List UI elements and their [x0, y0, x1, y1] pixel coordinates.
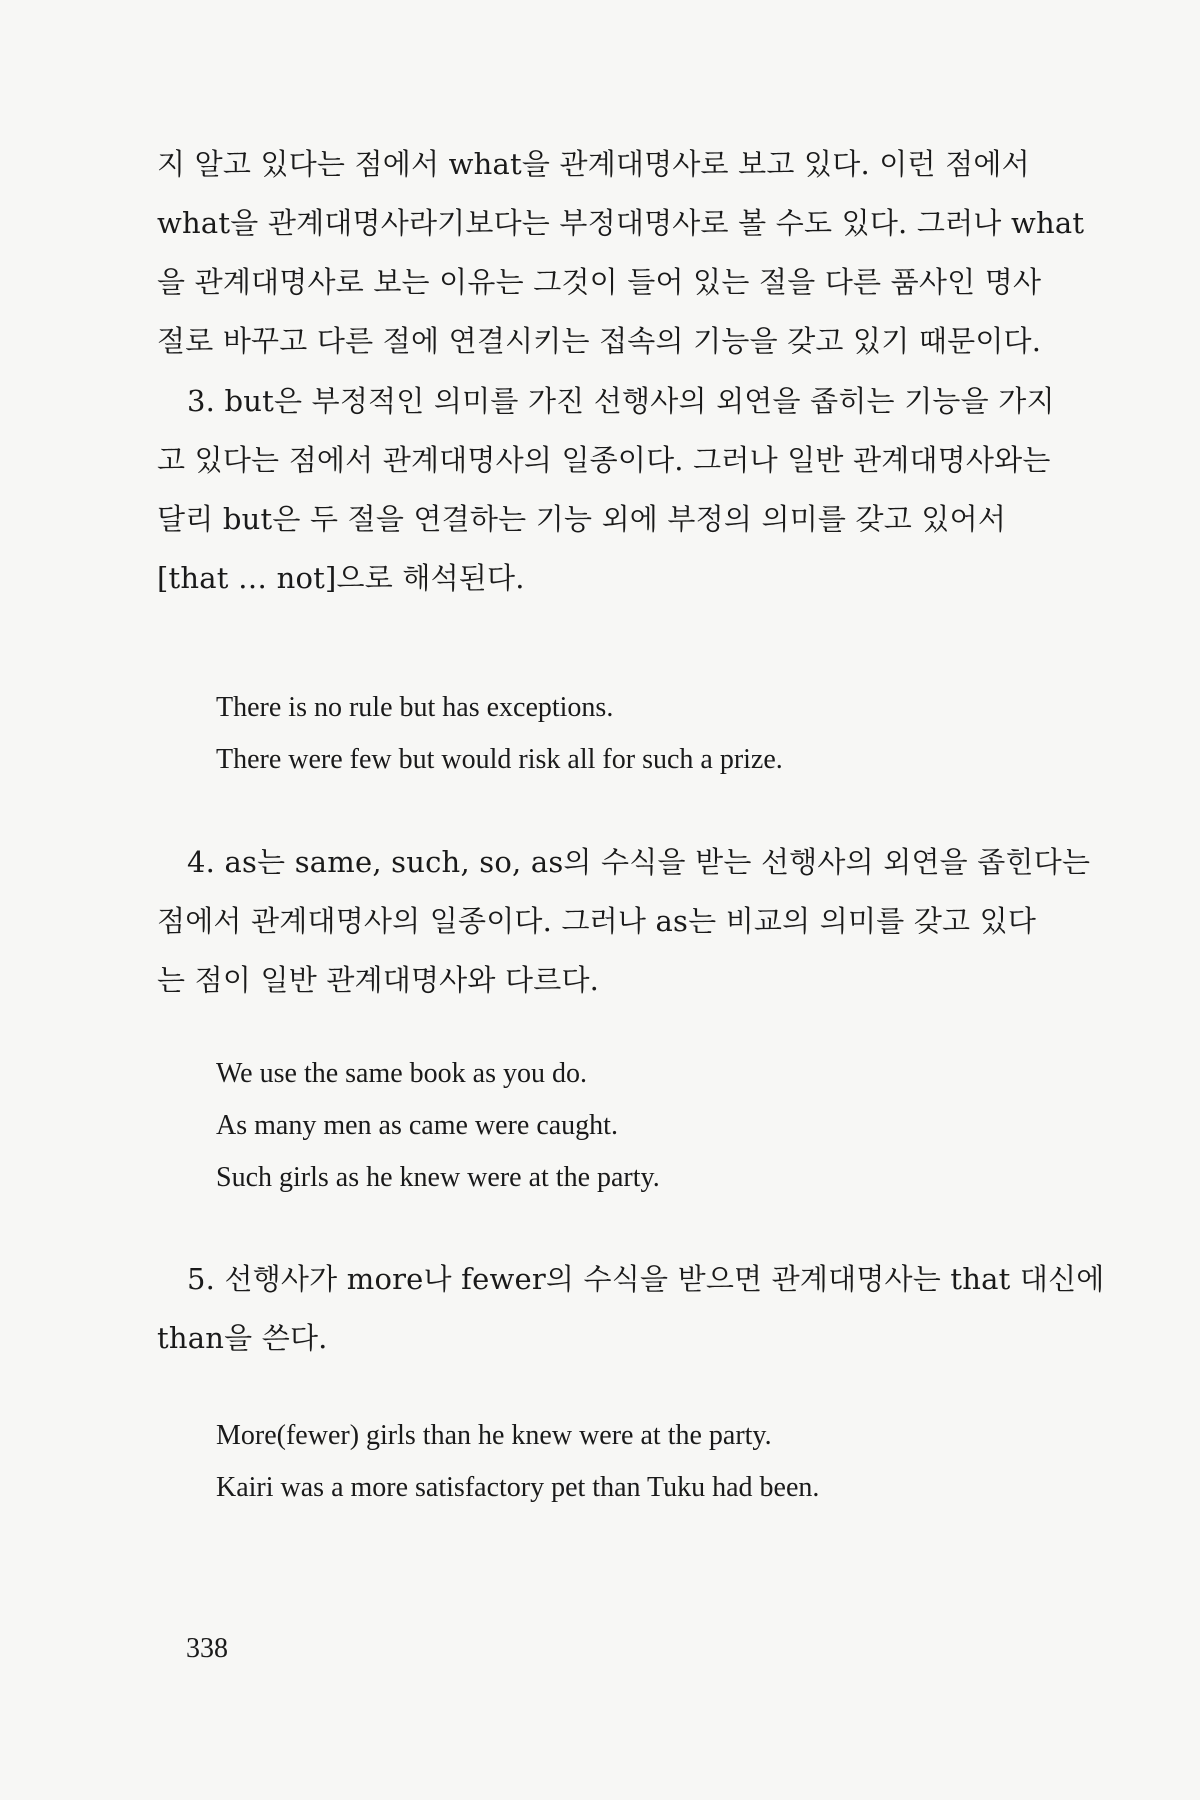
example-sentence: We use the same book as you do. [216, 1058, 587, 1089]
text-line: what을 관계대명사라기보다는 부정대명사로 볼 수도 있다. 그러나 what [157, 206, 1085, 240]
text-line: 달리 but은 두 절을 연결하는 기능 외에 부정의 의미를 갖고 있어서 [157, 502, 1007, 536]
text-line: 지 알고 있다는 점에서 what을 관계대명사로 보고 있다. 이런 점에서 [157, 147, 1030, 181]
example-sentence: Kairi was a more satisfactory pet than Tuku had been. [216, 1472, 820, 1503]
example-sentence: There is no rule but has exceptions. [216, 692, 614, 723]
text-line: than을 쓴다. [157, 1321, 328, 1355]
text-line: 5. 선행사가 more나 fewer의 수식을 받으면 관계대명사는 that 대신에 [187, 1262, 1105, 1296]
text-line: 3. but은 부정적인 의미를 가진 선행사의 외연을 좁히는 기능을 가지 [187, 384, 1055, 418]
text-line: 점에서 관계대명사의 일종이다. 그러나 as는 비교의 의미를 갖고 있다 [157, 904, 1037, 938]
text-line: 4. as는 same, such, so, as의 수식을 받는 선행사의 외연을 좁힌다는 [187, 845, 1091, 879]
text-line: [that … not]으로 해석된다. [157, 561, 525, 595]
example-sentence: As many men as came were caught. [216, 1110, 618, 1141]
text-line: 을 관계대명사로 보는 이유는 그것이 들어 있는 절을 다른 품사인 명사 [157, 265, 1042, 299]
page-number: 338 [186, 1633, 228, 1664]
text-line: 는 점이 일반 관계대명사와 다르다. [157, 963, 600, 997]
example-sentence: More(fewer) girls than he knew were at the party. [216, 1420, 772, 1451]
example-sentence: There were few but would risk all for such a prize. [216, 744, 783, 775]
text-line: 절로 바꾸고 다른 절에 연결시키는 접속의 기능을 갖고 있기 때문이다. [157, 324, 1042, 358]
text-line: 고 있다는 점에서 관계대명사의 일종이다. 그러나 일반 관계대명사와는 [157, 443, 1051, 477]
example-sentence: Such girls as he knew were at the party. [216, 1162, 660, 1193]
